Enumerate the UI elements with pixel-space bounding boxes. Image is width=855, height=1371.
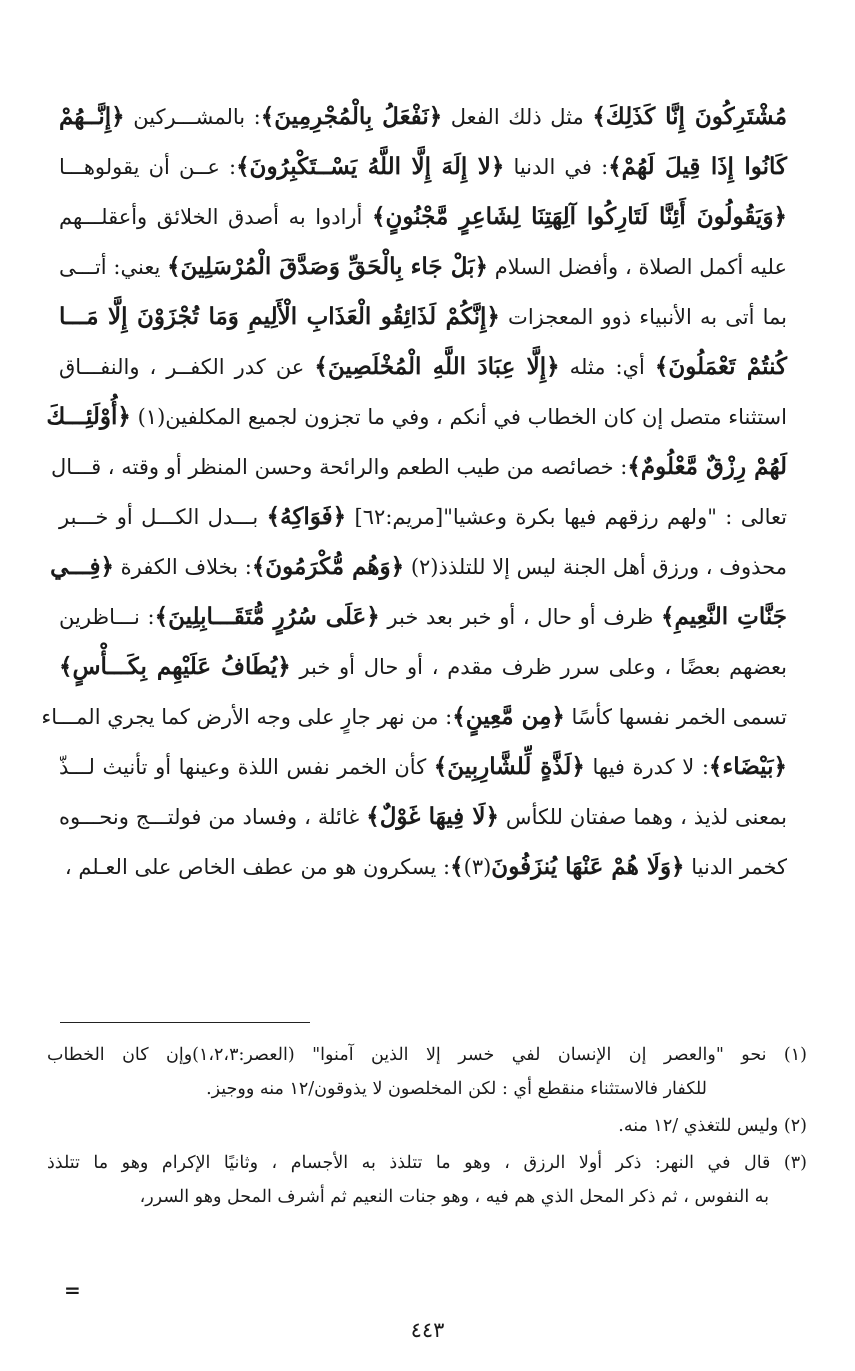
commentary-text: (١): [137, 405, 166, 429]
quran-verse: ﴿فَوَاكِهُ﴾: [266, 503, 347, 530]
text-line: [59, 92, 787, 142]
quran-verse: ﴿نَفْعَلُ بِالْمُجْرِمِينَ﴾: [260, 103, 443, 130]
quran-verse: ﴿فِـــي: [50, 553, 114, 580]
commentary-text: : نـــاظرين: [59, 605, 155, 629]
commentary-text: : يسكرون هو من عطف الخاص على العـلم ،: [64, 855, 451, 879]
text-line: [59, 242, 787, 292]
commentary-text: عليه أكمل الصلاة ، وأفضل السلام: [488, 255, 787, 279]
commentary-text: كأن الخمر نفس اللذة وعينها أو تأنيث لـــذّ: [59, 755, 434, 779]
quran-verse: ﴿عَلَى سُرُرٍ مُّتَقَـــابِلِينَ﴾: [154, 603, 380, 630]
footnote-separator: [60, 1022, 310, 1023]
footnote-line: (٢) وليس للتغذي /١٢ منه.: [618, 1116, 807, 1136]
commentary-text: استثناء متصل إن كان الخطاب في أنكم ، وفي ما تجزون لجميع المكلفين: [165, 405, 787, 429]
quran-verse: ﴿إِنَّكُمْ لَذَائِقُو الْعَذَابِ الْأَلِيمِ وَمَا تُجْزَوْنَ إِلَّا مَـــا: [59, 303, 500, 330]
quran-verse: ﴿بَيْضَاء﴾: [708, 753, 787, 780]
footnote: [47, 1109, 807, 1143]
commentary-text: عن كدر الكفــر ، والنفـــاق: [59, 355, 315, 379]
page-number: ٤٤٣: [410, 1318, 445, 1342]
commentary-text: أرادوا به أصدق الخلائق وأعقلـــهم: [59, 205, 372, 229]
text-line: [59, 792, 787, 842]
text-line: [59, 492, 787, 542]
quran-verse: ﴿وَلَا هُمْ عَنْهَا يُنزَفُونَ: [491, 853, 685, 880]
text-line: [59, 642, 787, 692]
quran-verse: ﴿وَيَقُولُونَ أَئِنَّا لَتَارِكُوا آلِهَتِنَا لِشَاعِرٍ مَّجْنُونٍ﴾: [371, 203, 787, 230]
commentary-text: : خصائصه من طيب الطعم والرائحة وحسن المنظر أو وقته ، قـــال: [50, 455, 628, 479]
commentary-text: : لا كدرة فيها: [584, 755, 709, 779]
footnote: [47, 1038, 807, 1106]
quran-verse: جَنَّاتِ النَّعِيمِ﴾: [661, 603, 787, 630]
commentary-text: [404, 555, 411, 579]
main-text-block: [41, 92, 788, 892]
text-line: [59, 142, 787, 192]
commentary-text: تسمى الخمر نفسها كأسًا: [564, 705, 787, 729]
footnote-line: به النفوس ، ثم ذكر المحل الذي هم فيه ، وهو جنات النعيم ثم أشرف المحل وهو السرر،: [139, 1187, 769, 1207]
commentary-text: : بخلاف الكفرة: [113, 555, 252, 579]
text-line: [59, 742, 787, 792]
text-line: [50, 542, 787, 592]
commentary-text: محذوف ، ورزق أهل الجنة ليس إلا للتلذذ: [438, 555, 787, 579]
text-line: [50, 442, 787, 492]
commentary-text: : عــن أن يقولوهـــا: [59, 155, 237, 179]
quran-verse: ﴿مِن مَّعِينٍ﴾: [452, 703, 565, 730]
quran-verse: ﴿أُوْلَئِـــكَ: [46, 403, 131, 430]
text-line: [59, 592, 787, 642]
commentary-text: يعني: أتـــى: [59, 255, 168, 279]
commentary-text: [131, 405, 138, 429]
quran-verse: ﴿لا إِلَهَ إِلَّا اللَّهُ يَسْــتَكْبِرُونَ﴾: [236, 153, 505, 180]
text-line: [59, 342, 787, 392]
commentary-text: مثل ذلك الفعل: [442, 105, 593, 129]
quran-verse: ﴿لَا فِيهَا غَوْلٌ﴾: [366, 803, 499, 830]
quran-verse: كُنتُمْ تَعْمَلُونَ﴾: [654, 353, 787, 380]
quran-verse: مُشْتَرِكُونَ إِنَّا كَذَلِكَ﴾: [592, 103, 788, 130]
commentary-text: كخمر الدنيا: [684, 855, 787, 879]
quran-verse: ﴿إِنَّــهُمْ: [59, 103, 125, 130]
commentary-text: : من نهر جارٍ على وجه الأرض كما يجري المـــاء: [41, 705, 453, 729]
commentary-text: بـــدل الكـــل أو خـــبر: [59, 505, 267, 529]
quran-verse: ﴿لَذَّةٍ لِّلشَّارِبِينَ﴾: [433, 753, 585, 780]
commentary-text: أي: مثله: [559, 355, 655, 379]
commentary-text: بمعنى لذيذ ، وهما صفتان للكأس: [499, 805, 787, 829]
commentary-text: : في الدنيا: [504, 155, 609, 179]
footnote-line: (٣) قال في النهر: ذكر أولا الرزق ، وهو ما تتلذذ به الأجسام ، وثانيًا الإكرام وهو ما تتلذذ: [47, 1153, 807, 1173]
footnote: [47, 1146, 807, 1214]
quran-verse: ﴿يُطَافُ عَلَيْهِم بِكَـــأْسٍ﴾: [59, 653, 291, 680]
commentary-text: ظرف أو حال ، أو خبر بعد خبر: [379, 605, 662, 629]
footnote-line: للكفار فالاستثناء منقطع أي : لكن المخلصون لا يذوقون/١٢ منه ووجيز.: [206, 1079, 707, 1099]
quran-verse: ﴿بَلْ جَاء بِالْحَقِّ وَصَدَّقَ الْمُرْسَلِينَ﴾: [167, 253, 489, 280]
quran-verse: كَانُوا إِذَا قِيلَ لَهُمْ﴾: [608, 153, 788, 180]
quran-verse: ﴿إِلَّا عِبَادَ اللَّهِ الْمُخْلَصِينَ﴾: [314, 353, 560, 380]
text-line: [46, 392, 787, 442]
text-line: [59, 192, 787, 242]
text-line: [59, 292, 787, 342]
commentary-text: غائلة ، وفساد من فولتـــج ونحـــوه: [59, 805, 367, 829]
commentary-text: تعالى : "ولهم رزقهم فيها بكرة وعشيا"[مريم:٦٢]: [346, 505, 787, 529]
commentary-text: (٢): [410, 555, 439, 579]
commentary-text: : بالمشـــركين: [124, 105, 261, 129]
footnotes-block: [47, 1038, 807, 1214]
commentary-text: (٣): [463, 855, 492, 879]
quran-verse: لَهُمْ رِزْقٌ مَّعْلُومٌ﴾: [627, 453, 787, 480]
footnote-line: (١) نحو "والعصر إن الإنسان لفي خسر إلا الذين آمنوا" (العصر:١،٢،٣)وإن كان الخطاب: [47, 1045, 807, 1065]
commentary-text: بعضهم بعضًا ، وعلى سرر ظرف مقدم ، أو حال أو خبر: [290, 655, 787, 679]
text-line: [41, 692, 787, 742]
quran-verse: ﴾: [450, 853, 464, 880]
text-line: [59, 842, 787, 892]
commentary-text: بما أتى به الأنبياء ذوو المعجزات: [499, 305, 787, 329]
quran-verse: ﴿وَهُم مُّكْرَمُونَ﴾: [251, 553, 405, 580]
continuation-mark: =: [64, 1278, 81, 1302]
